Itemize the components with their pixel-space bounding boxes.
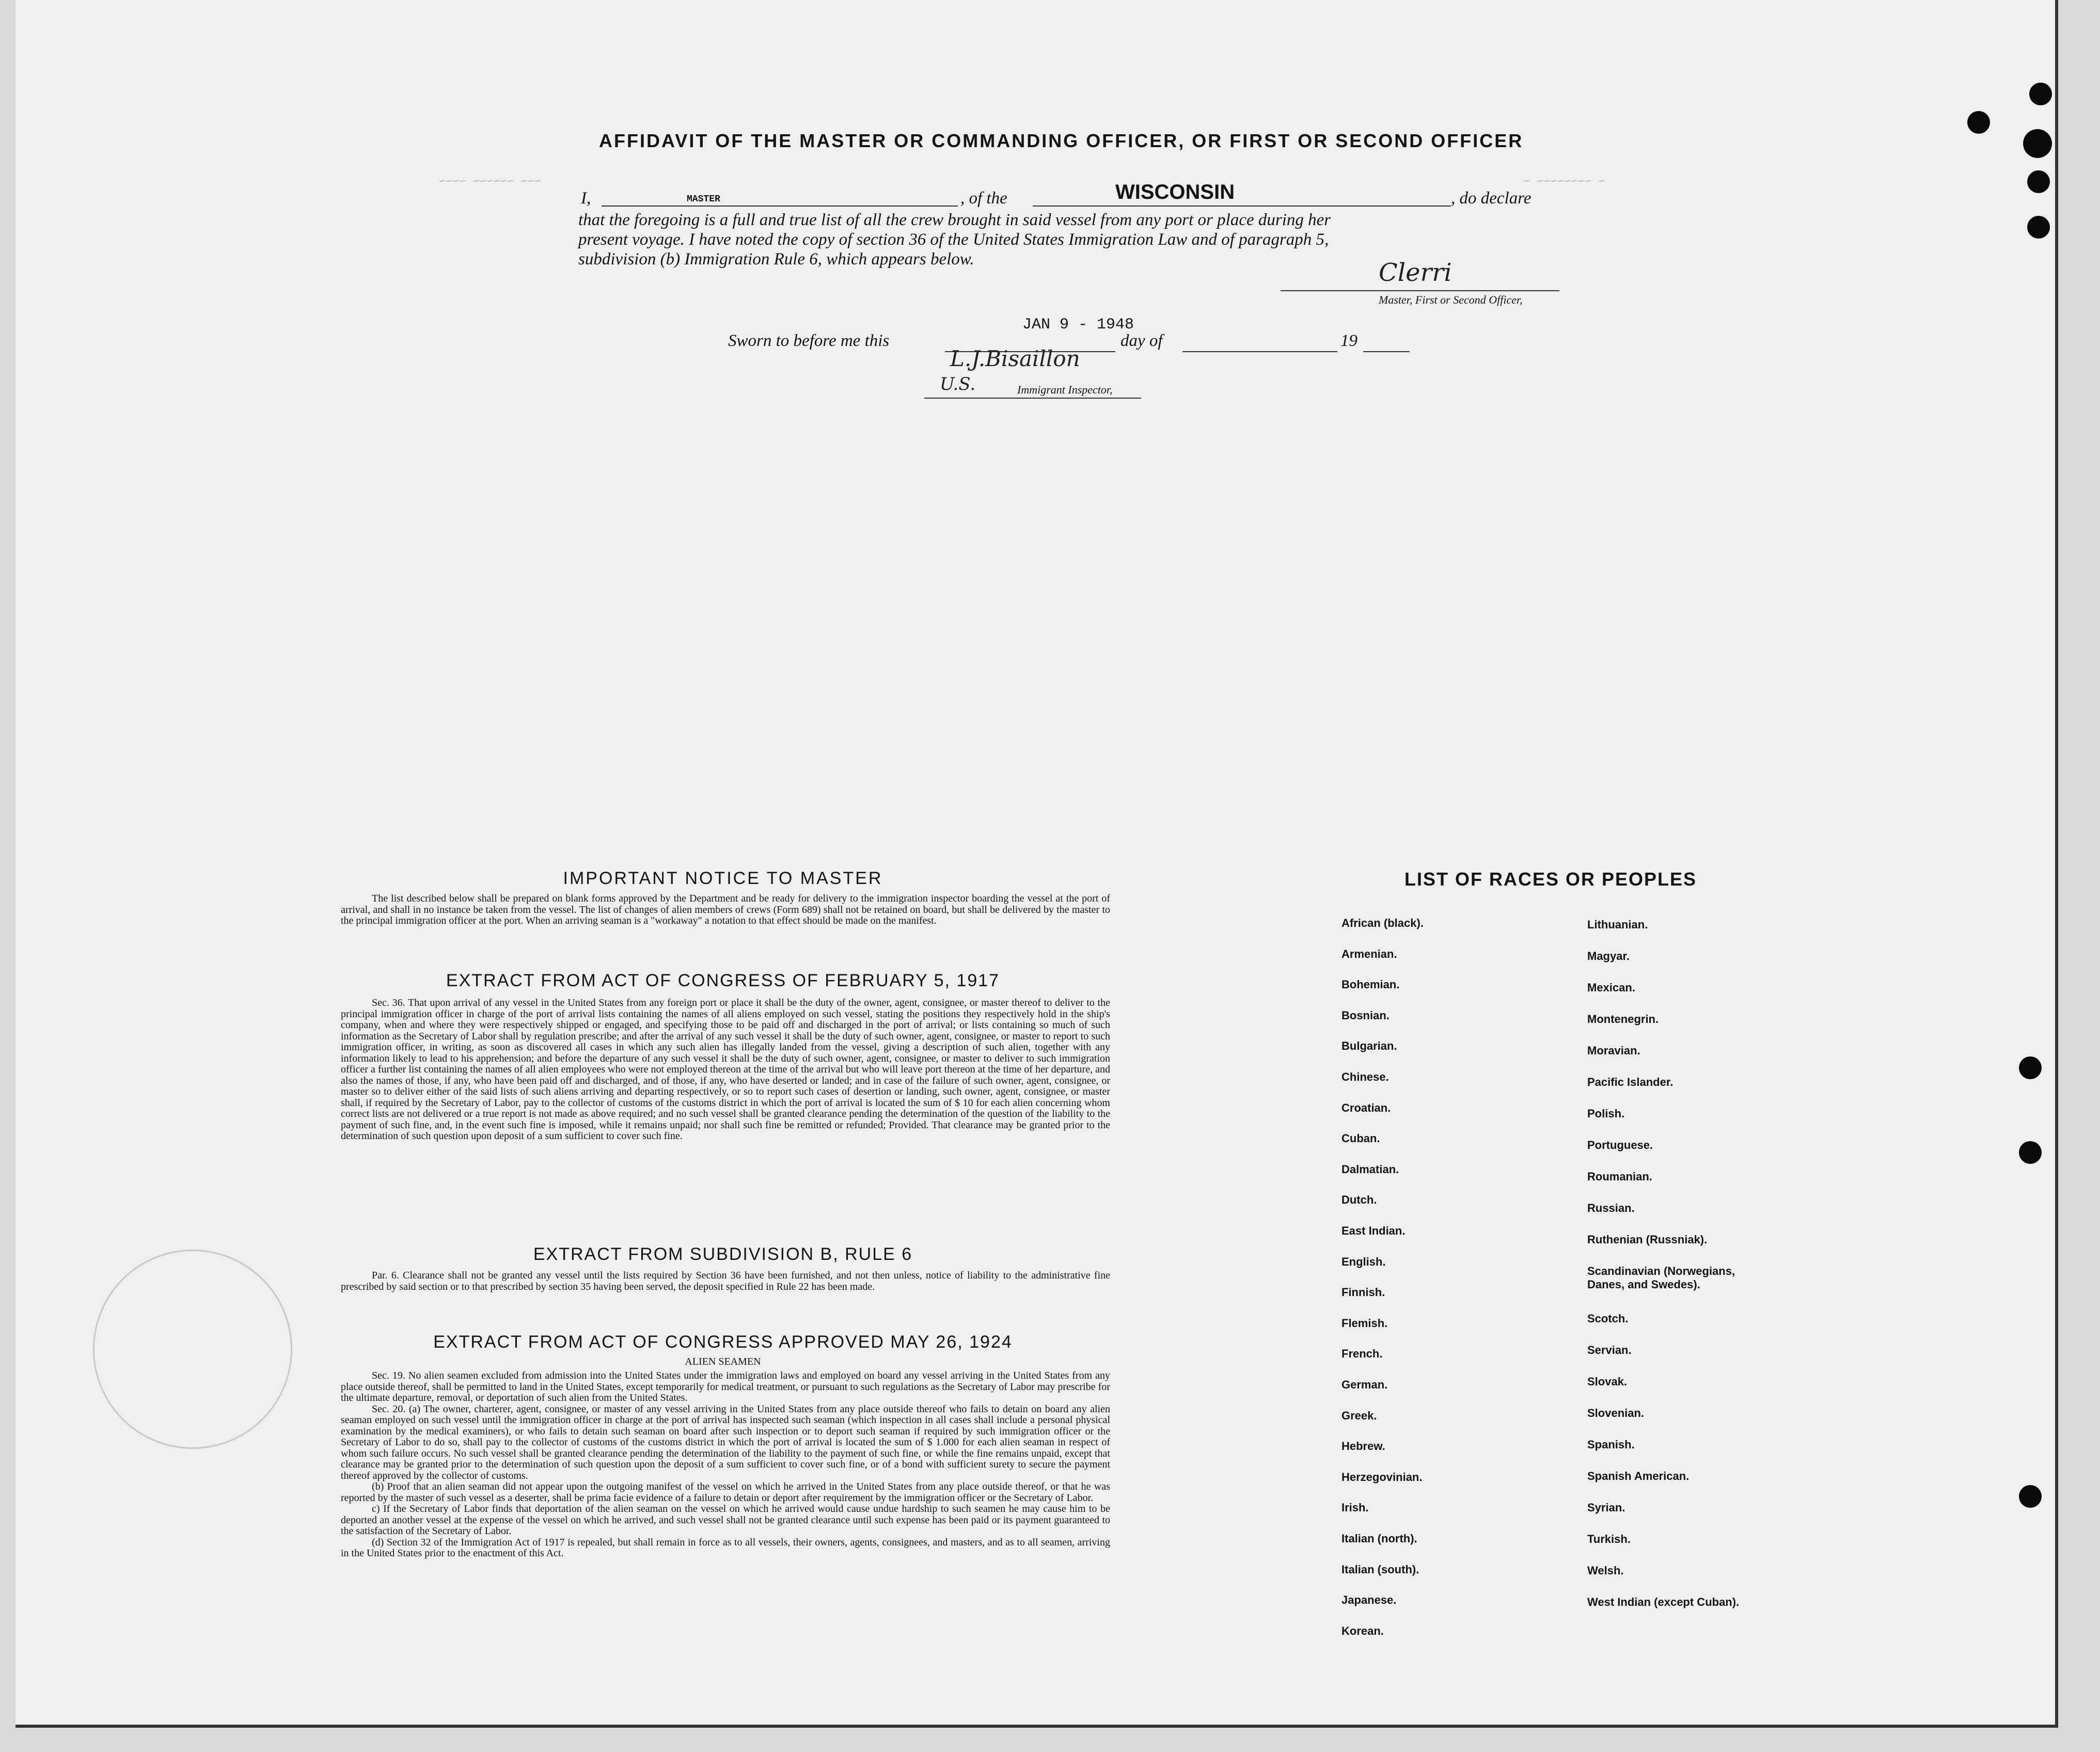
race-item: Croatian. — [1341, 1101, 1391, 1114]
race-item: Mexican. — [1587, 981, 1635, 994]
race-item: Slovenian. — [1587, 1407, 1645, 1419]
affidavit-line-4: subdivision (b) Immigration Rule 6, which appears below. — [578, 250, 974, 269]
race-item: English. — [1341, 1255, 1386, 1268]
sworn-month-underline — [1182, 350, 1337, 352]
signature-underline — [1281, 289, 1559, 291]
punch-hole — [2027, 216, 2050, 239]
extract-1917-heading: EXTRACT FROM ACT OF CONGRESS OF FEBRUARY 5, 1917 — [446, 971, 1000, 990]
vessel-underline — [1033, 204, 1451, 207]
race-item: Slovak. — [1587, 1375, 1628, 1388]
race-item: Polish. — [1587, 1107, 1625, 1120]
race-item: French. — [1341, 1347, 1383, 1361]
punch-hole — [1967, 111, 1990, 134]
race-item: Cuban. — [1341, 1132, 1380, 1145]
inspector-caption: Immigrant Inspector, — [1017, 383, 1113, 396]
punch-hole — [2019, 1485, 2042, 1508]
sec-20d-text: (d) Section 32 of the Immigration Act of 1917 is repealed, but shall remain in force as to all vessels, their owners, agents, consignees, and masters, and as to all seamen, arriving in the United States prior to the enactment of this Act. — [341, 1536, 1110, 1559]
race-item: Dutch. — [1341, 1193, 1377, 1207]
race-item: Herzegovinian. — [1341, 1470, 1423, 1483]
notice-heading: IMPORTANT NOTICE TO MASTER — [563, 869, 883, 888]
punch-hole — [2029, 83, 2052, 105]
race-item: Bulgarian. — [1341, 1039, 1397, 1053]
race-item: Moravian. — [1587, 1044, 1640, 1057]
race-item: Servian. — [1587, 1344, 1632, 1356]
sec-20a-text: Sec. 20. (a) The owner, charterer, agent, consignee, or master of any vessel arriving in the United States from any place outside thereof who fails to detain on board any alien seaman employed on such vessel until the immigration officer in charge at the port of arrival has inspected such seaman (which inspection in all cases shall include a personal physical examination by the medical examiners), or who fails to detain such seaman on board after such inspection or to deport such seaman if required by such immigration officer or the Secretary of Labor to do so, shall pay to the collector of customs of the customs district in which the port of arrival is located the sum of $ 1.000 for each alien seaman in respect of whom such failure occurs. No such vessel shall be granted clearance pending the determination of the liability to the payment of such fine, or while the fine remains unpaid, except that clearance may be granted prior to the determination of such question upon the deposit of a sum sufficient to cover such fine, or of a bond with sufficient surety to secure the payment thereof approved by the collector of customs. — [341, 1403, 1110, 1481]
sec-20c-text: c) If the Secretary of Labor finds that deportation of the alien seaman on the vessel on which he arrived would cause undue hardship to such seamen he may cause him to be deported an another vessel at the expense of the vessel on which he arrived, and such vessel shall not be granted clearance until such expense has been paid or its payment guaranteed to the satisfaction of the Secretary of Labor. — [341, 1503, 1110, 1537]
race-item: West Indian (except Cuban). — [1587, 1596, 1740, 1608]
embossed-seal — [93, 1250, 292, 1449]
inspector-initials: U.S. — [940, 374, 976, 394]
race-item: Flemish. — [1341, 1316, 1388, 1330]
rank-fill: MASTER — [687, 194, 720, 204]
races-heading: LIST OF RACES OR PEOPLES — [1404, 869, 1697, 890]
race-item: Roumanian. — [1587, 1170, 1652, 1183]
race-item: Spanish. — [1587, 1438, 1635, 1451]
race-item: Turkish. — [1587, 1533, 1631, 1545]
sworn-year-prefix: 19 — [1340, 332, 1357, 350]
sworn-year-underline — [1363, 350, 1410, 352]
sec-20b-text: (b) Proof that an alien seaman did not appear upon the outgoing manifest of the vessel on which he arrived in the United States from any place outside thereof, or that he was reported by the master of such vessel as a deserter, shall be prima facie evidence of a failure to detain or deport after requirement by the immigration officer or the Secretary of Labor. — [341, 1481, 1110, 1504]
sec-19-text: Sec. 19. No alien seamen excluded from admission into the United States under the immigration laws and employed on board any vessel arriving in the United States from any place outside thereof, shall be permitted to land in the United States, except temporarily for medical treatment, or pursuant to such regulations as the Secretary of Labor may prescribe for the ultimate departure, removal, or deportation of such alien from the United States. — [341, 1370, 1110, 1403]
extract-1917-body: Sec. 36. That upon arrival of any vessel in the United States from any foreign port or place it shall be the duty of the owner, agent, consignee, or master thereof to deliver to the principal immigration officer in charge of the port of arrival lists containing the names of all aliens employed on such vessel, stating the positions they respectively hold in the ship's company, when and where they were respectively shipped or engaged, and specifying those to be paid off and discharged in the port of arrival; or lists containing so much of such information as the Secretary of Labor shall by regulation prescribe; and after the arrival of any such vessel it shall be the duty of such owner, agent, consignee, or master to report to such immigration officer, in writing, as soon as discovered all cases in which any such alien has illegally landed from the vessel, giving a description of such alien, together with any information likely to lead to his apprehension; and before the departure of any such vessel it shall be the duty of such owner, agent, consignee, or master to deliver to such immigration officer a further list containing the names of all alien employees who were not employed thereon at the time of the arrival but who will leave port thereon at the time of her departure, and also the names of those, if any, who have been paid off and discharged, and of those, if any, who have deserted or landed; and in case of the failure of such owner, agent, consignee, or master so to deliver either of the said lists of such aliens arriving and departing respectively, or so to report such cases of desertion or landing, such owner, agent, consignee, or master shall, if required by the Secretary of Labor, pay to the collector of customs of the customs district in which the port of arrival is located the sum of $ 10 for each alien concerning whom correct lists are not delivered or a true report is not made as above required; and no such vessel shall be granted clearance pending the determination of the question of the liability to the payment of such fine, and, in the event such fine is imposed, while it remains unpaid; nor shall such fine be remitted or refunded; Provided. That clearance may be granted prior to the determination of such question upon deposit of a sum sufficient to cover such fine. — [341, 997, 1110, 1142]
notice-body: The list described below shall be prepared on blank forms approved by the Department and be ready for delivery to the immigration inspector boarding the vessel at the port of arrival, and shall in no instance be taken from the vessel. The list of changes of alien members of crews (Form 689) shall not be retained on board, but shall be delivered by the master to the principal immigration officer at the port. When an arriving seaman is a "workaway" a notation to that effect should be made on the manifest. — [341, 893, 1110, 926]
race-item: Italian (south). — [1341, 1562, 1419, 1576]
punch-hole — [2027, 170, 2050, 193]
rule6-heading: EXTRACT FROM SUBDIVISION B, RULE 6 — [533, 1244, 913, 1264]
race-item: Scandinavian (Norwegians, Danes, and Swedes). — [1587, 1265, 1735, 1291]
race-item: Pacific Islander. — [1587, 1076, 1673, 1088]
inspector-signature: L.J.Bisaillon — [950, 346, 1080, 371]
race-item: East Indian. — [1341, 1224, 1406, 1237]
race-item: African (black). — [1341, 917, 1424, 929]
bleed-through-text: ~ ~~~~~~~~ ~ — [1523, 176, 1605, 188]
affidavit-line-2: that the foregoing is a full and true list of all the crew brought in said vessel from any port or place during her — [578, 211, 1331, 229]
punch-hole — [2023, 129, 2052, 158]
date-stamp: JAN 9 - 1948 — [1022, 316, 1134, 334]
sworn-prefix: Sworn to before me this — [728, 332, 890, 350]
race-item: Magyar. — [1587, 950, 1630, 962]
alien-seamen-subheading: ALIEN SEAMEN — [685, 1356, 761, 1367]
race-item: Bohemian. — [1341, 978, 1400, 991]
extract-1924-body — [341, 1370, 1110, 1559]
race-item: Armenian. — [1341, 947, 1397, 960]
race-item: Portuguese. — [1587, 1139, 1653, 1151]
race-item: Syrian. — [1587, 1501, 1625, 1514]
race-item: Ruthenian (Russniak). — [1587, 1233, 1708, 1246]
master-signature: Clerri — [1379, 258, 1452, 287]
race-item: Finnish. — [1341, 1286, 1385, 1299]
affidavit-line-3: present voyage. I have noted the copy of section 36 of the United States Immigration Law and of paragraph 5, — [578, 230, 1329, 249]
affidavit-do-declare: , do declare — [1451, 189, 1531, 208]
race-item: Italian (north). — [1341, 1532, 1417, 1545]
rank-underline — [602, 204, 958, 207]
affidavit-of-the: , of the — [960, 189, 1007, 208]
bleed-through-text: ~~~ ~~~~~~ ~~~~ — [439, 176, 542, 188]
race-item: Greek. — [1341, 1409, 1377, 1422]
rule6-body: Par. 6. Clearance shall not be granted any vessel until the lists required by Section 36 have been furnished, and not then unless, notice of liability to the administrative fine prescribed by said section or to that prescribed by section 35 having been served, the deposit specified in Rule 22 has been made. — [341, 1270, 1110, 1292]
vessel-name: WISCONSIN — [1115, 181, 1235, 203]
manifest-sheet — [15, 0, 2058, 1728]
race-item: Spanish American. — [1587, 1470, 1690, 1482]
punch-hole — [2019, 1056, 2042, 1079]
affidavit-i-label: I, — [581, 189, 591, 208]
sworn-day-label: day of — [1120, 332, 1163, 350]
race-item: German. — [1341, 1378, 1388, 1391]
race-item: Korean. — [1341, 1624, 1384, 1637]
race-item: Welsh. — [1587, 1564, 1624, 1577]
race-item: Russian. — [1587, 1202, 1635, 1214]
race-item: Irish. — [1341, 1501, 1369, 1514]
punch-hole — [2019, 1141, 2042, 1164]
race-item: Scotch. — [1587, 1312, 1629, 1325]
race-item: Bosnian. — [1341, 1008, 1390, 1022]
race-item: Montenegrin. — [1587, 1013, 1659, 1025]
race-item: Chinese. — [1341, 1070, 1389, 1083]
race-item: Dalmatian. — [1341, 1162, 1399, 1176]
inspector-underline — [924, 397, 1141, 399]
signer-caption: Master, First or Second Officer, — [1379, 293, 1523, 306]
race-item: Japanese. — [1341, 1593, 1397, 1607]
extract-1924-heading: EXTRACT FROM ACT OF CONGRESS APPROVED MAY 26, 1924 — [433, 1332, 1013, 1352]
race-item: Lithuanian. — [1587, 918, 1648, 931]
race-item: Hebrew. — [1341, 1440, 1385, 1453]
document-title: AFFIDAVIT OF THE MASTER OR COMMANDING OFFICER, OR FIRST OR SECOND OFFICER — [599, 130, 1524, 151]
